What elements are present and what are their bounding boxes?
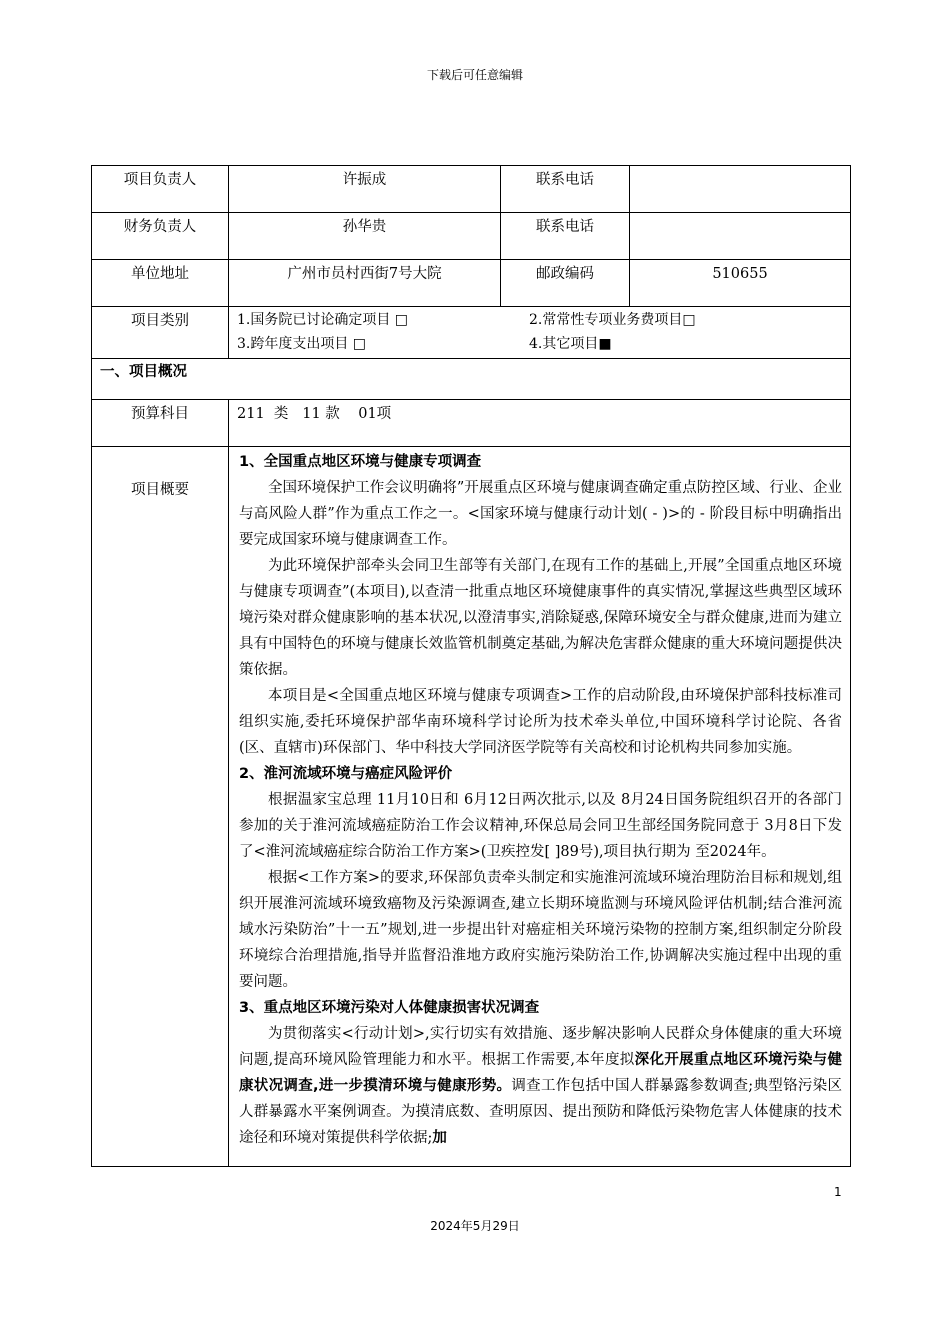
finance-phone-value bbox=[630, 213, 851, 260]
page-number: 1 bbox=[834, 1185, 842, 1199]
category-options bbox=[229, 307, 851, 359]
overview-paragraph-2: 为此环境保护部牵头会同卫生部等有关部门,在现有工作的基础上,开展”全国重点地区环境与健康专项调查”(本项目),以查清一批重点地区环境健康事件的真实情况,掌握这些典型区域环境污染对群众健康影响的基本状况,以澄清事实,消除疑惑,保障环境安全与群众健康,进而为建立具有中国特色的环境与健康长效监管机制奠定基础,为解决危害群众健康的重大环境问题提供决策依据。 bbox=[239, 558, 842, 678]
section1-row bbox=[92, 359, 851, 400]
finance-value: 孙华贵 bbox=[229, 213, 501, 260]
overview-body bbox=[229, 447, 851, 1167]
category-option-1[interactable]: 1.国务院已讨论确定项目 □ bbox=[237, 312, 409, 328]
p6-part-c: 调查工作包括中国人群暴露参数调查;典型铬污染区人群暴露水平案例调查。为摸清底数、查明原因、提出预防和降低污染物危害人体健康的技术途径和环境对策提供科学依据; bbox=[239, 1078, 842, 1146]
p6-bold-b: 深化开展重点地区环境污染与健康状况调查,进一步摸清环境与健康形势。 bbox=[239, 1052, 843, 1094]
header-note: 下载后可任意编辑 bbox=[426, 68, 523, 82]
overview-paragraph-1: 全国环境保护工作会议明确将”开展重点区环境与健康调查确定重点防控区域、行业、企业与高风险人群”作为重点工作之一。<国家环境与健康行动计划( - )>的 - 阶段目标中明确指出要完成国家环境与健康调查工作。 bbox=[239, 480, 842, 548]
p6-part-a: 为贯彻落实<行动计划>,实行切实有效措施、逐步解决影响人民群众身体健康的重大环境问题,提高环境风险管理能力和水平。根据工作需要,本年度拟 bbox=[239, 1026, 842, 1068]
overview-heading-3: 3、重点地区环境污染对人体健康损害状况调查 bbox=[239, 1000, 540, 1016]
finance-row bbox=[92, 213, 851, 260]
category-option-2[interactable]: 2.常常性专项业务费项目□ bbox=[529, 312, 696, 328]
leader-value: 许振成 bbox=[229, 166, 501, 213]
overview-heading-1: 1、全国重点地区环境与健康专项调查 bbox=[239, 454, 482, 470]
leader-row bbox=[92, 166, 851, 213]
budget-label: 预算科目 bbox=[92, 400, 229, 447]
leader-label: 项目负责人 bbox=[92, 166, 229, 213]
overview-heading-2: 2、淮河流域环境与癌症风险评价 bbox=[239, 766, 453, 782]
category-row bbox=[92, 307, 851, 359]
category-option-4[interactable]: 4.其它项目■ bbox=[529, 336, 612, 352]
category-label: 项目类别 bbox=[92, 307, 229, 359]
address-row bbox=[92, 260, 851, 307]
p6-bold-d: 加 bbox=[432, 1130, 447, 1146]
postcode-value: 510655 bbox=[630, 260, 851, 307]
overview-paragraph-5: 根据<工作方案>的要求,环保部负责牵头制定和实施淮河流域环境治理防治目标和规划,组织开展淮河流域环境致癌物及污染源调查,建立长期环境监测与环境风险评估机制;结合淮河流域水污染防治”十一五”规划,进一步提出针对癌症相关环境污染物的控制方案,组织制定分阶段环境综合治理措施,指导并监督沿淮地方政府实施污染防治工作,协调解决实施过程中出现的重要问题。 bbox=[239, 870, 842, 990]
finance-label: 财务负责人 bbox=[92, 213, 229, 260]
category-option-3[interactable]: 3.跨年度支出项目 □ bbox=[237, 336, 367, 352]
footer-date: 2024年5月29日 bbox=[430, 1219, 520, 1233]
budget-value: 211 类 11 款 01项 bbox=[229, 400, 851, 447]
section1-title: 一、项目概况 bbox=[92, 359, 851, 400]
leader-phone-value bbox=[630, 166, 851, 213]
finance-phone-label: 联系电话 bbox=[501, 213, 630, 260]
overview-paragraph-3: 本项目是<全国重点地区环境与健康专项调查>工作的启动阶段,由环境保护部科技标准司组织实施,委托环境保护部华南环境科学讨论所为技术牵头单位,中国环境科学讨论院、各省(区、直辖市)环保部门、华中科技大学同济医学院等有关高校和讨论机构共同参加实施。 bbox=[239, 688, 842, 756]
overview-row bbox=[92, 447, 851, 1167]
address-label: 单位地址 bbox=[92, 260, 229, 307]
project-info-table bbox=[91, 165, 851, 1167]
leader-phone-label: 联系电话 bbox=[501, 166, 630, 213]
overview-paragraph-6 bbox=[239, 1021, 842, 1151]
overview-label: 项目概要 bbox=[92, 447, 229, 1167]
budget-row bbox=[92, 400, 851, 447]
overview-paragraph-4: 根据温家宝总理 11月10日和 6月12日两次批示,以及 8月24日国务院组织召开的各部门参加的关于淮河流域癌症防治工作会议精神,环保总局会同卫生部经国务院同意于 3月8日下发了<淮河流域癌症综合防治工作方案>(卫疾控发[ ]89号),项目执行期为 至2024年。 bbox=[239, 792, 842, 860]
address-value: 广州市员村西街7号大院 bbox=[229, 260, 501, 307]
postcode-label: 邮政编码 bbox=[501, 260, 630, 307]
